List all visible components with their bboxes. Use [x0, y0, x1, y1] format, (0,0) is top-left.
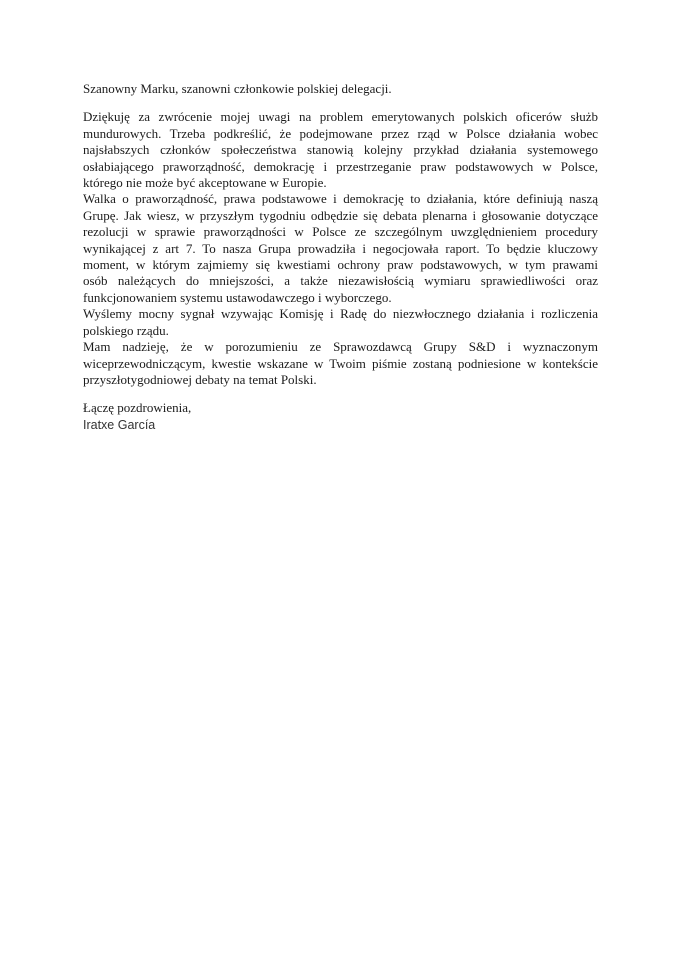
- letter-signature-name: Iratxe García: [83, 417, 156, 432]
- letter-line: Walka o praworządność, prawa podstawowe i demokrację to działania, które definiują naszą: [83, 191, 598, 207]
- letter-line: osłabiającego praworządność, demokrację i przestrzeganie praw podstawowych w Polsce,: [83, 158, 598, 174]
- letter-closing: Łączę pozdrowienia,: [83, 400, 192, 416]
- letter-line: rezolucji w sprawie praworządności w Polsce ze szczególnym uwzględnieniem procedury: [83, 224, 598, 240]
- letter-line: mundurowych. Trzeba podkreślić, że podejmowane przez rząd w Polsce działania wobec: [83, 125, 598, 141]
- letter-line: wiceprzewodniczącym, kwestie wskazane w Twoim piśmie zostaną podniesione w kontekście: [83, 355, 598, 371]
- letter-body: [83, 109, 598, 388]
- letter-line: polskiego rządu.: [83, 322, 169, 338]
- letter-line: Grupę. Jak wiesz, w przyszłym tygodniu odbędzie się debata plenarna i głosowanie dotyczące: [83, 207, 598, 223]
- letter-line: przyszłotygodniowej debaty na temat Polski.: [83, 371, 317, 387]
- letter-line: moment, w którym zajmiemy się kwestiami ochrony praw podstawowych, w tym prawami: [83, 257, 598, 273]
- blank-line: [83, 388, 598, 400]
- blank-line: [83, 97, 598, 109]
- letter-salutation: Szanowny Marku, szanowni członkowie polskiej delegacji.: [83, 81, 392, 96]
- letter-line: Wyślemy mocny sygnał wzywając Komisję i Radę do niezwłocznego działania i rozliczenia: [83, 306, 598, 322]
- letter-line: wynikającej z art 7. To nasza Grupa prowadziła i negocjowała raport. To będzie kluczowy: [83, 240, 598, 256]
- letter-line: najsłabszych członków społeczeństwa stanowią kolejny przykład działania systemowego: [83, 142, 598, 158]
- letter-line: Dziękuję za zwrócenie mojej uwagi na problem emerytowanych polskich oficerów służb: [83, 109, 598, 125]
- letter-line: którego nie może być akceptowane w Europie.: [83, 175, 327, 191]
- letter-line: funkcjonowaniem systemu ustawodawczego i wyborczego.: [83, 289, 392, 305]
- letter-line: osób należących do mniejszości, a także niezawisłością wymiaru sprawiedliwości oraz: [83, 273, 598, 289]
- letter-line: Mam nadzieję, że w porozumieniu ze Sprawozdawcą Grupy S&D i wyznaczonym: [83, 339, 598, 355]
